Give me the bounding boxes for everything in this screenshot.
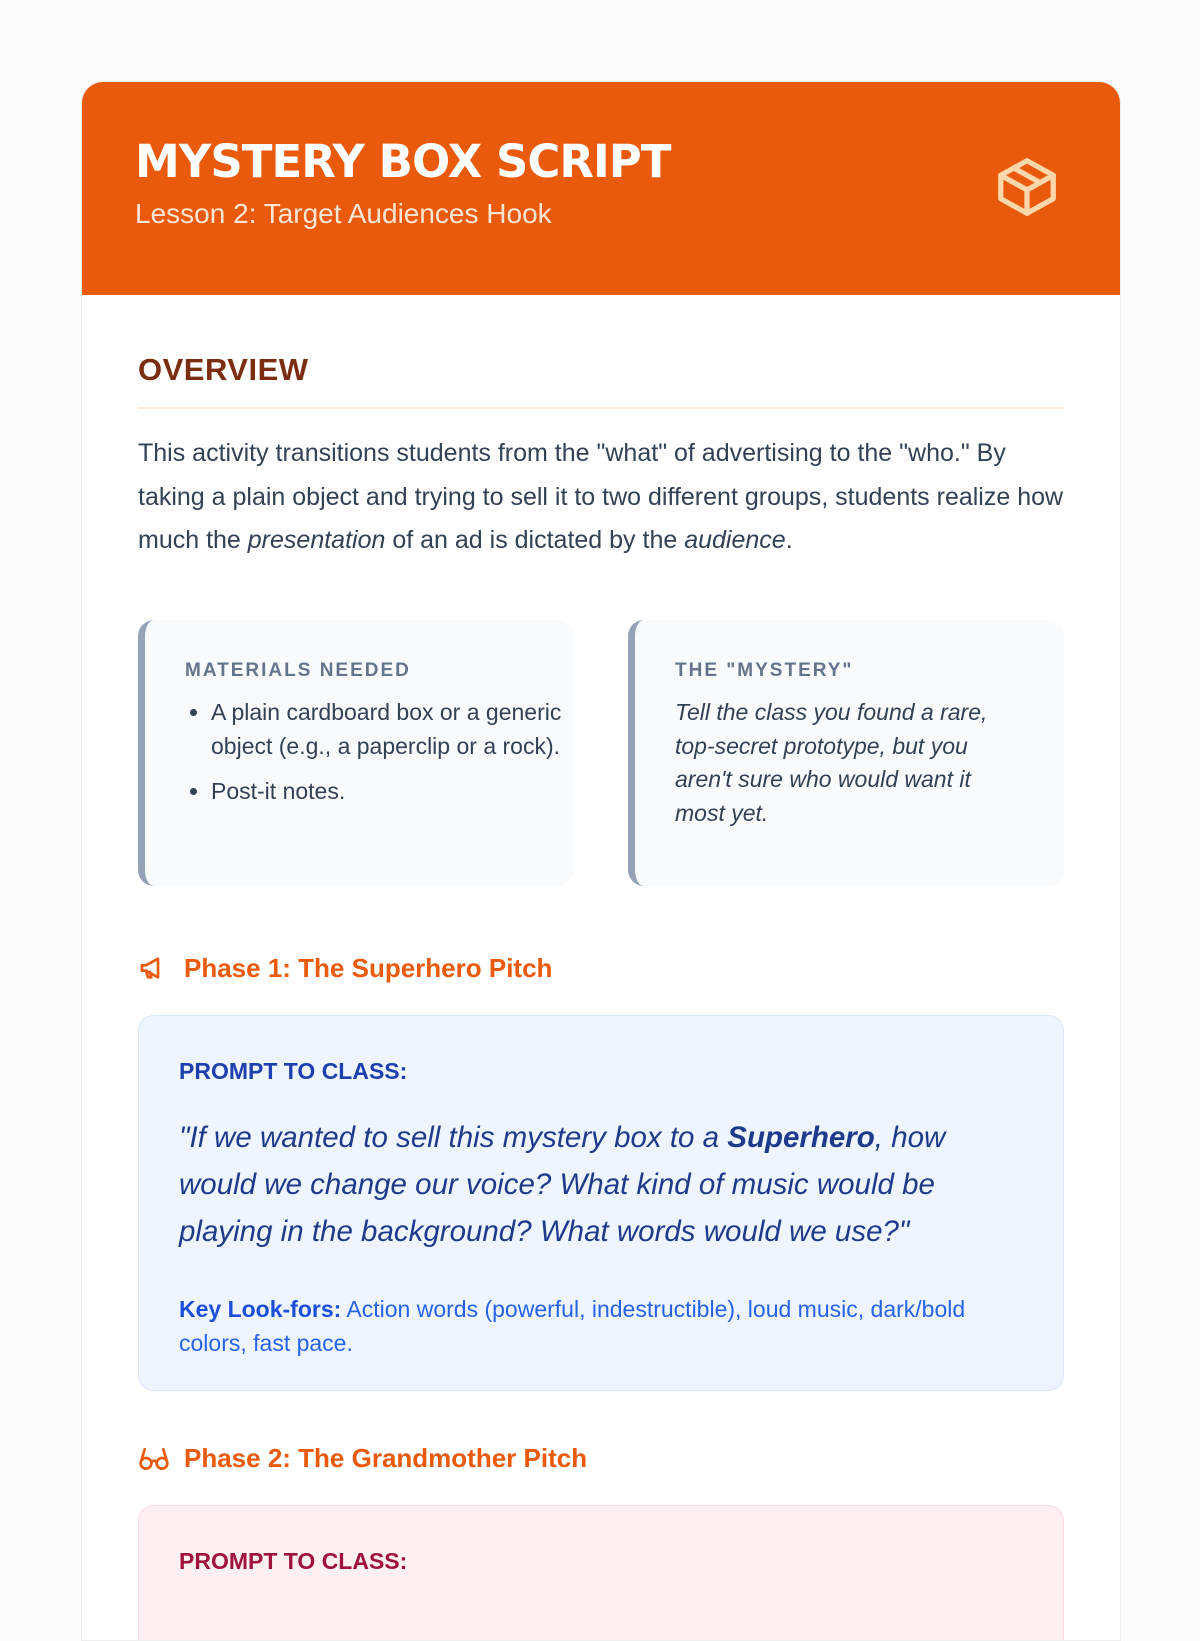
phase1-lookfors: Key Look-fors: Action words (powerful, indestructible), loud music, dark/bold colors, fast pace. — [179, 1296, 966, 1356]
section-divider — [138, 407, 1064, 409]
overview-heading: OVERVIEW — [138, 352, 309, 387]
phase1-heading — [138, 950, 552, 986]
superhero-emphasis: Superhero — [727, 1121, 875, 1154]
emphasis-audience: audience — [684, 526, 786, 554]
mystery-text: Tell the class you found a rare, top-secret prototype, but you aren't sure who would want it most yet. — [675, 699, 988, 826]
phase1-title: Phase 1: The Superhero Pitch — [184, 952, 553, 983]
materials-label: MATERIALS NEEDED — [185, 660, 411, 681]
phase2-heading — [138, 1440, 587, 1476]
materials-box — [138, 620, 574, 886]
page-title: MYSTERY BOX SCRIPT — [135, 135, 671, 188]
phase2-title: Phase 2: The Grandmother Pitch — [184, 1442, 588, 1473]
overview-text: This activity transitions students from the "what" of advertising to the "who." By taking a plain object and trying to sell it to two different groups, students realize how much the presentation of an ad is dictated by the audience. — [138, 439, 1064, 554]
mystery-box — [628, 620, 1064, 886]
phase2-prompt-label: PROMPT TO CLASS: — [179, 1548, 408, 1574]
list-item: • A plain cardboard box or a generic object (e.g., a paperclip or a rock). — [211, 696, 581, 763]
lesson-card — [81, 81, 1121, 1641]
list-item: • Post-it notes. — [211, 775, 581, 809]
phase1-prompt-label: PROMPT TO CLASS: — [179, 1058, 408, 1084]
mystery-label: THE "MYSTERY" — [675, 660, 854, 681]
page-subtitle: Lesson 2: Target Audiences Hook — [135, 198, 552, 229]
header-banner — [82, 82, 1121, 295]
materials-list — [185, 696, 581, 821]
box-icon — [992, 150, 1062, 224]
lookfors-label: Key Look-fors: — [179, 1296, 342, 1322]
glasses-icon — [138, 1442, 170, 1474]
phase1-prompt-box — [138, 1015, 1064, 1391]
emphasis-presentation: presentation — [247, 526, 386, 554]
phase2-prompt-box — [138, 1505, 1064, 1641]
phase1-prompt-quote: "If we wanted to sell this mystery box to a Superhero, how would we change our voice? What kind of music would be playing in the background? What words would we use?" — [179, 1121, 946, 1248]
megaphone-icon — [138, 952, 170, 984]
